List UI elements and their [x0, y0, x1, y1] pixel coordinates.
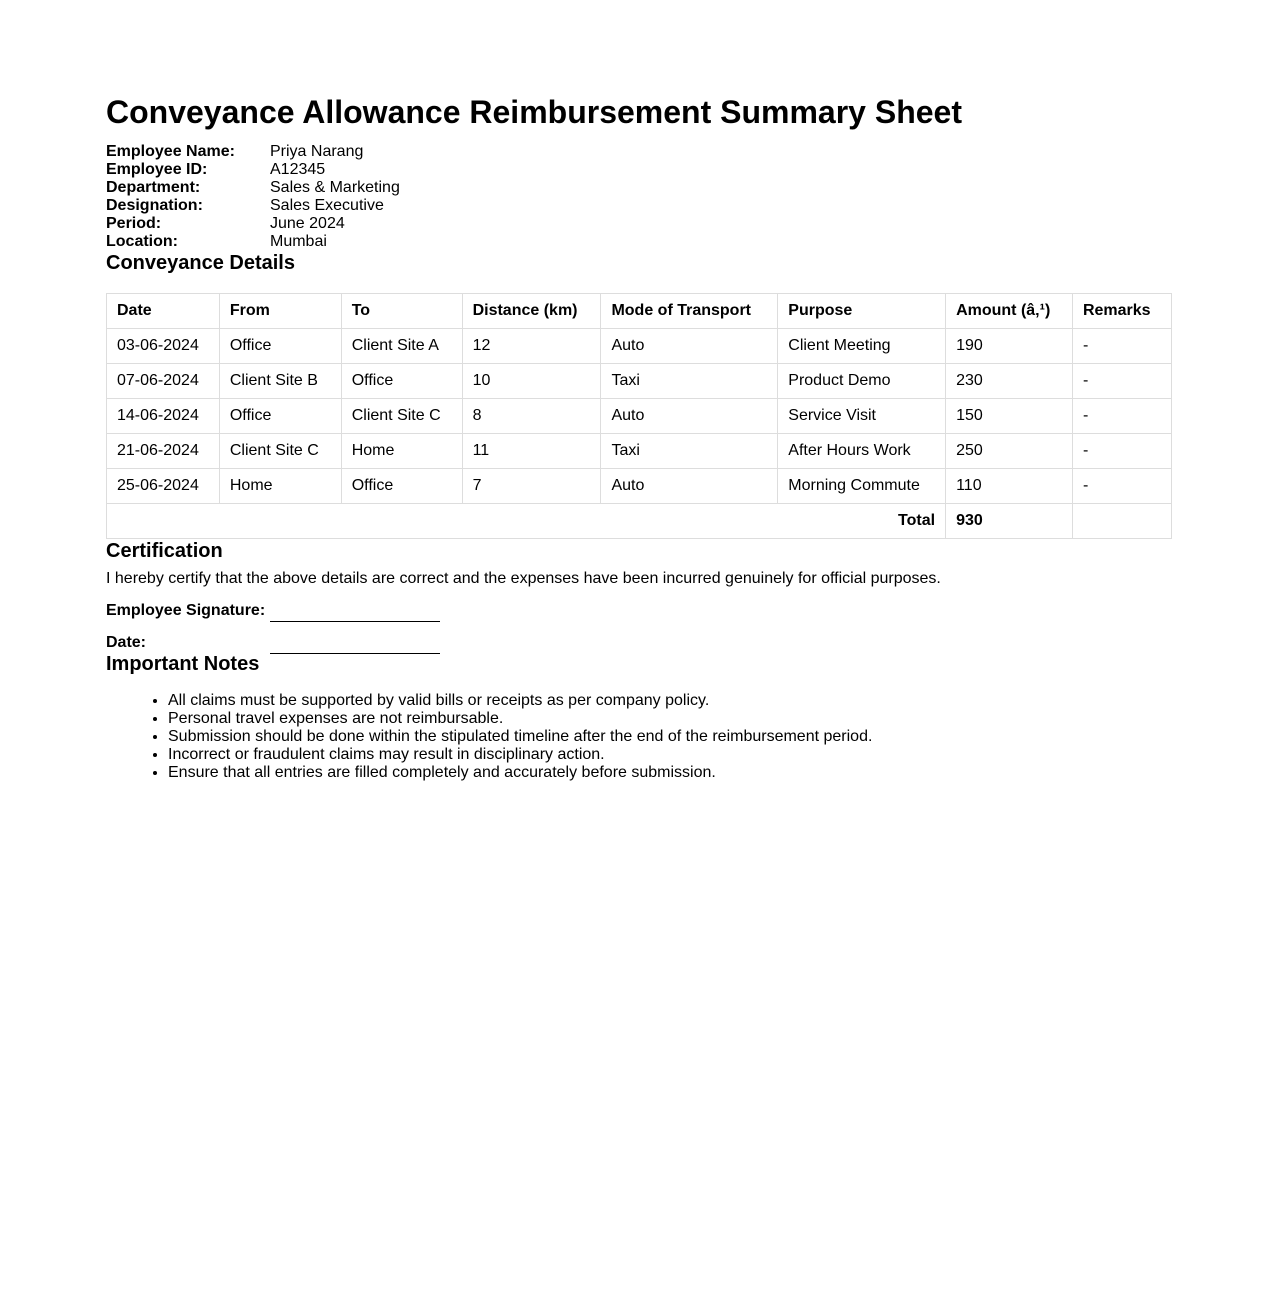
cell-remarks: - — [1072, 434, 1171, 469]
certification-text: I hereby certify that the above details are correct and the expenses have been incurred genuinely for official purposes. — [106, 570, 941, 587]
conveyance-table — [106, 293, 1172, 539]
info-value: Priya Narang — [270, 143, 364, 160]
signature-label: Employee Signature: — [106, 602, 266, 619]
info-row-department — [106, 179, 1172, 197]
cell-mode: Taxi — [601, 434, 778, 469]
cell-distance: 7 — [462, 469, 601, 504]
table-header-row — [107, 294, 1172, 329]
cell-from: Client Site C — [219, 434, 341, 469]
table-total-row — [107, 504, 1172, 539]
table-row — [107, 434, 1172, 469]
column-header-mode: Mode of Transport — [601, 294, 778, 329]
info-label: Location: — [106, 233, 178, 250]
total-remarks-cell — [1072, 504, 1171, 539]
cell-purpose: Morning Commute — [778, 469, 946, 504]
signature-line[interactable] — [270, 605, 440, 622]
date-row — [106, 634, 1172, 652]
cell-purpose: Client Meeting — [778, 329, 946, 364]
cell-remarks: - — [1072, 364, 1171, 399]
info-label: Employee Name: — [106, 143, 235, 160]
column-header-to: To — [341, 294, 462, 329]
cell-mode: Taxi — [601, 364, 778, 399]
cell-date: 14-06-2024 — [107, 399, 220, 434]
info-label: Designation: — [106, 197, 203, 214]
info-row-designation — [106, 197, 1172, 215]
signature-row — [106, 602, 1172, 620]
employee-info — [106, 143, 1172, 251]
cell-to: Client Site C — [341, 399, 462, 434]
column-header-amount: Amount (â‚¹) — [946, 294, 1073, 329]
cell-date: 25-06-2024 — [107, 469, 220, 504]
cell-amount: 190 — [946, 329, 1073, 364]
info-value: Mumbai — [270, 233, 327, 250]
column-header-purpose: Purpose — [778, 294, 946, 329]
cell-from: Office — [219, 399, 341, 434]
document-page — [106, 94, 1172, 782]
conveyance-heading: Conveyance Details — [106, 252, 295, 274]
table-row — [107, 364, 1172, 399]
cell-amount: 110 — [946, 469, 1073, 504]
cell-purpose: After Hours Work — [778, 434, 946, 469]
list-item: • Personal travel expenses are not reimbursable. — [168, 710, 1172, 728]
cell-distance: 12 — [462, 329, 601, 364]
table-row — [107, 469, 1172, 504]
cell-from: Client Site B — [219, 364, 341, 399]
info-row-location — [106, 233, 1172, 251]
column-header-distance: Distance (km) — [462, 294, 601, 329]
cell-purpose: Service Visit — [778, 399, 946, 434]
info-value: Sales Executive — [270, 197, 384, 214]
list-item: • Ensure that all entries are filled completely and accurately before submission. — [168, 764, 1172, 782]
cell-date: 21-06-2024 — [107, 434, 220, 469]
cell-to: Office — [341, 364, 462, 399]
list-item: • All claims must be supported by valid bills or receipts as per company policy. — [168, 692, 1172, 710]
info-value: A12345 — [270, 161, 326, 178]
cell-to: Client Site A — [341, 329, 462, 364]
notes-list — [106, 692, 1172, 782]
date-label: Date: — [106, 634, 147, 651]
column-header-from: From — [219, 294, 341, 329]
cell-amount: 230 — [946, 364, 1073, 399]
certification-heading: Certification — [106, 540, 223, 562]
page-title: Conveyance Allowance Reimbursement Summary Sheet — [106, 94, 962, 130]
list-item: • Incorrect or fraudulent claims may result in disciplinary action. — [168, 746, 1172, 764]
cell-distance: 11 — [462, 434, 601, 469]
cell-date: 07-06-2024 — [107, 364, 220, 399]
info-label: Period: — [106, 215, 162, 232]
list-item: • Submission should be done within the stipulated timeline after the end of the reimbursement period. — [168, 728, 1172, 746]
column-header-remarks: Remarks — [1072, 294, 1171, 329]
cell-distance: 10 — [462, 364, 601, 399]
info-label: Department: — [106, 179, 201, 196]
cell-amount: 150 — [946, 399, 1073, 434]
column-header-date: Date — [107, 294, 220, 329]
cell-remarks: - — [1072, 399, 1171, 434]
info-value: Sales & Marketing — [270, 179, 400, 196]
info-row-period — [106, 215, 1172, 233]
cell-to: Home — [341, 434, 462, 469]
info-label: Employee ID: — [106, 161, 208, 178]
cell-mode: Auto — [601, 469, 778, 504]
cell-remarks: - — [1072, 329, 1171, 364]
notes-heading: Important Notes — [106, 653, 260, 675]
info-row-employee-name — [106, 143, 1172, 161]
cell-remarks: - — [1072, 469, 1171, 504]
cell-to: Office — [341, 469, 462, 504]
cell-mode: Auto — [601, 329, 778, 364]
cell-from: Home — [219, 469, 341, 504]
table-row — [107, 329, 1172, 364]
date-line[interactable] — [270, 637, 440, 654]
cell-mode: Auto — [601, 399, 778, 434]
info-row-employee-id — [106, 161, 1172, 179]
cell-amount: 250 — [946, 434, 1073, 469]
cell-distance: 8 — [462, 399, 601, 434]
cell-date: 03-06-2024 — [107, 329, 220, 364]
info-value: June 2024 — [270, 215, 345, 232]
cell-purpose: Product Demo — [778, 364, 946, 399]
cell-from: Office — [219, 329, 341, 364]
total-label: Total — [107, 504, 946, 539]
total-value: 930 — [946, 504, 1073, 539]
table-row — [107, 399, 1172, 434]
